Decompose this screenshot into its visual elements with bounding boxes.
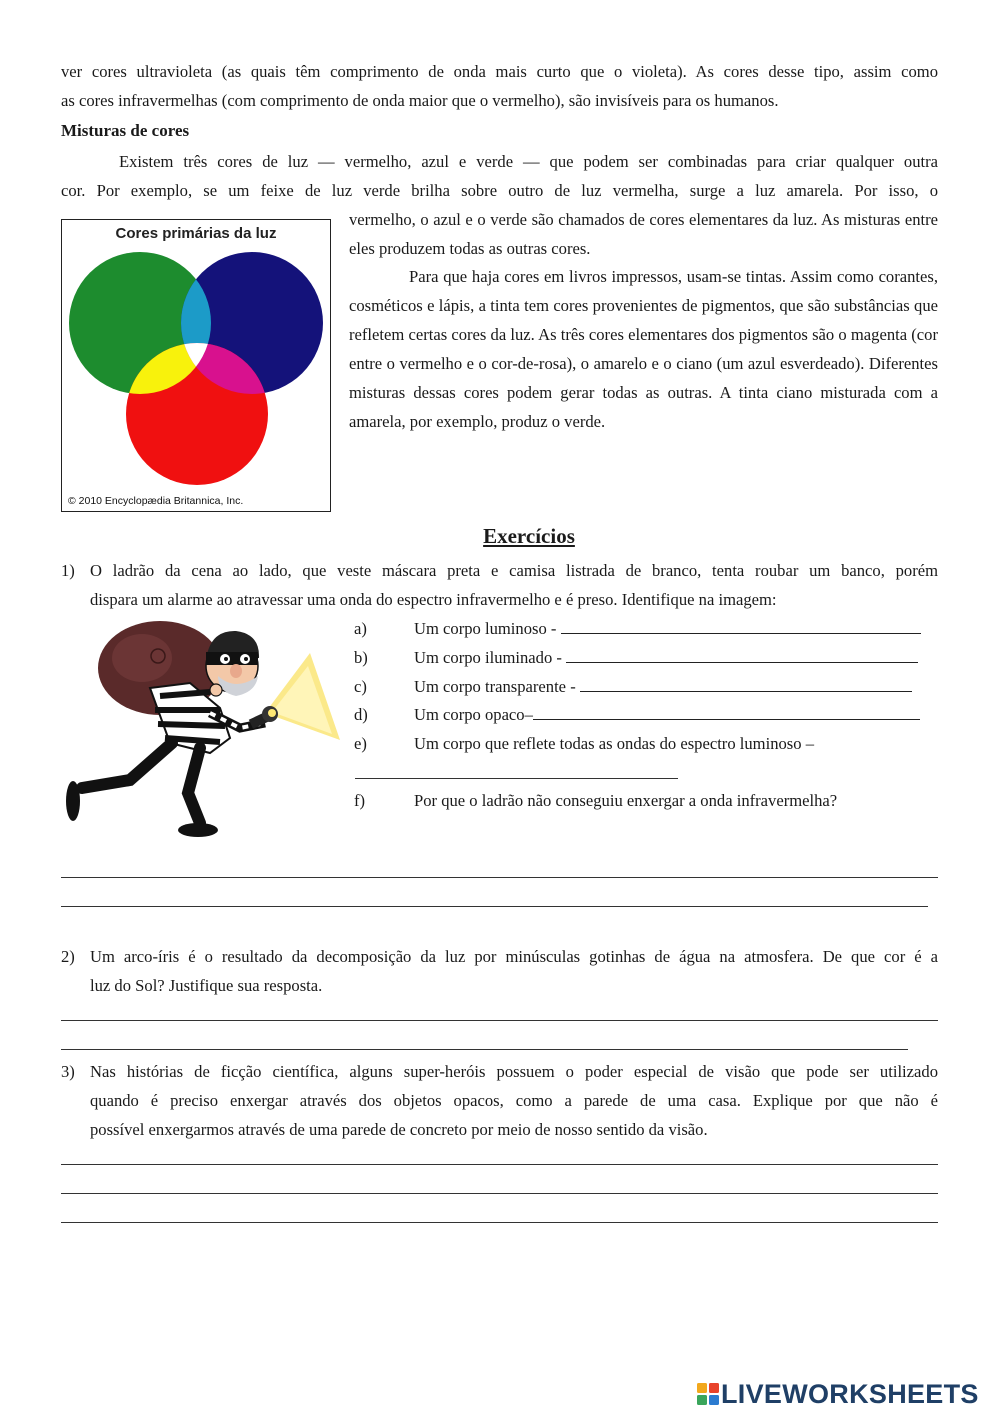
answer-line-2-2[interactable] (61, 1049, 908, 1050)
section-heading-mixing: Misturas de cores (61, 121, 190, 140)
mixing-para1-line2: cor. Por exemplo, se um feixe de luz verde brilha sobre outro de luz vermelha, surge a luz amarela. Por isso, o (61, 181, 938, 200)
color-venn-diagram (62, 220, 329, 510)
answer-field-a[interactable] (561, 617, 921, 634)
item-d-letter: d) (354, 705, 368, 724)
question-2-line-2: luz do Sol? Justifique sua resposta. (90, 976, 323, 995)
logo-mark-icon (697, 1383, 719, 1405)
question-3-line-2: quando é preciso enxergar através dos objetos opacos, como a parede de uma casa. Explique por que não é (90, 1091, 938, 1110)
liveworksheets-logo (697, 1379, 979, 1409)
answer-line-f-2[interactable] (61, 906, 928, 907)
answer-field-d[interactable] (533, 703, 920, 720)
question-1-line-2: dispara um alarme ao atravessar uma onda do espectro infravermelho e é preso. Identifique na imagem: (90, 590, 777, 609)
item-a-letter: a) (354, 619, 367, 638)
item-c: Um corpo transparente - (414, 672, 912, 701)
primary-colors-figure (61, 219, 331, 512)
item-c-letter: c) (354, 677, 367, 696)
question-1-line-1: O ladrão da cena ao lado, que veste máscara preta e camisa listrada de branco, tenta roubar um banco, porém (90, 561, 938, 580)
thief-head (206, 631, 259, 696)
answer-line-3-3[interactable] (61, 1222, 938, 1223)
figure-title: Cores primárias da luz (115, 225, 277, 242)
question-3-line-1: Nas histórias de ficção científica, alguns super-heróis possuem o poder especial de visão que pode ser utilizado (90, 1062, 938, 1081)
item-d: Um corpo opaco– (414, 700, 920, 729)
answer-line-2-1[interactable] (61, 1020, 938, 1021)
item-b-letter: b) (354, 648, 368, 667)
question-3-number: 3) (61, 1062, 75, 1081)
question-1-number: 1) (61, 561, 75, 580)
figure-credit: © 2010 Encyclopædia Britannica, Inc. (68, 495, 244, 507)
intro-line-1: ver cores ultravioleta (as quais têm comprimento de onda mais curto que o violeta). As cores desse tipo, assim como (61, 62, 938, 81)
flashlight-beam (265, 653, 340, 740)
item-b: Um corpo iluminado - (414, 643, 918, 672)
answer-line-f-1[interactable] (61, 877, 938, 878)
answer-line-3-1[interactable] (61, 1164, 938, 1165)
intro-line-2: as cores infravermelhas (com comprimento de onda maior que o vermelho), são invisíveis para os humanos. (61, 91, 779, 110)
item-a: Um corpo luminoso - (414, 614, 921, 643)
item-f-letter: f) (354, 791, 366, 810)
answer-line-3-2[interactable] (61, 1193, 938, 1194)
item-f: Por que o ladrão não conseguiu enxergar a onda infravermelha? (414, 791, 838, 810)
answer-field-b[interactable] (566, 646, 918, 663)
exercises-title: Exercícios (483, 524, 575, 548)
answer-field-e[interactable] (355, 778, 678, 779)
mixing-para2: Para que haja cores em livros impressos, usam-se tintas. Assim como corantes, cosméticos e lápis, a tinta tem cores provenientes de pigmentos, que são substâncias que refletem certas cores da luz. As três cores elementares dos pigmentos são o magenta (cor entre o vermelho e o cor-de-rosa), o amarelo e o ciano (um azul esverdeado). Diferentes misturas dessas cores podem gerar todas as outras. A tinta ciano misturada com a amarela, por exemplo, produz o verde. (349, 267, 938, 431)
logo-text: LIVEWORKSHEETS (721, 1378, 979, 1409)
thief-illustration (60, 618, 340, 843)
item-e: Um corpo que reflete todas as ondas do espectro luminoso – (414, 734, 814, 753)
question-2-number: 2) (61, 947, 75, 966)
mixing-para1-rest: vermelho, o azul e o verde são chamados de cores elementares da luz. As misturas entre eles produzem todas as outras cores. (349, 210, 938, 258)
mixing-para1-line1: Existem três cores de luz — vermelho, azul e verde — que podem ser combinadas para criar qualquer outra (119, 152, 938, 171)
question-3-line-3: possível enxergarmos através de uma parede de concreto por meio de nosso sentido da visão. (90, 1120, 708, 1139)
question-2-line-1: Um arco-íris é o resultado da decomposição da luz por minúsculas gotinhas de água na atmosfera. De que cor é a (90, 947, 938, 966)
answer-field-c[interactable] (580, 675, 912, 692)
item-e-letter: e) (354, 734, 367, 753)
